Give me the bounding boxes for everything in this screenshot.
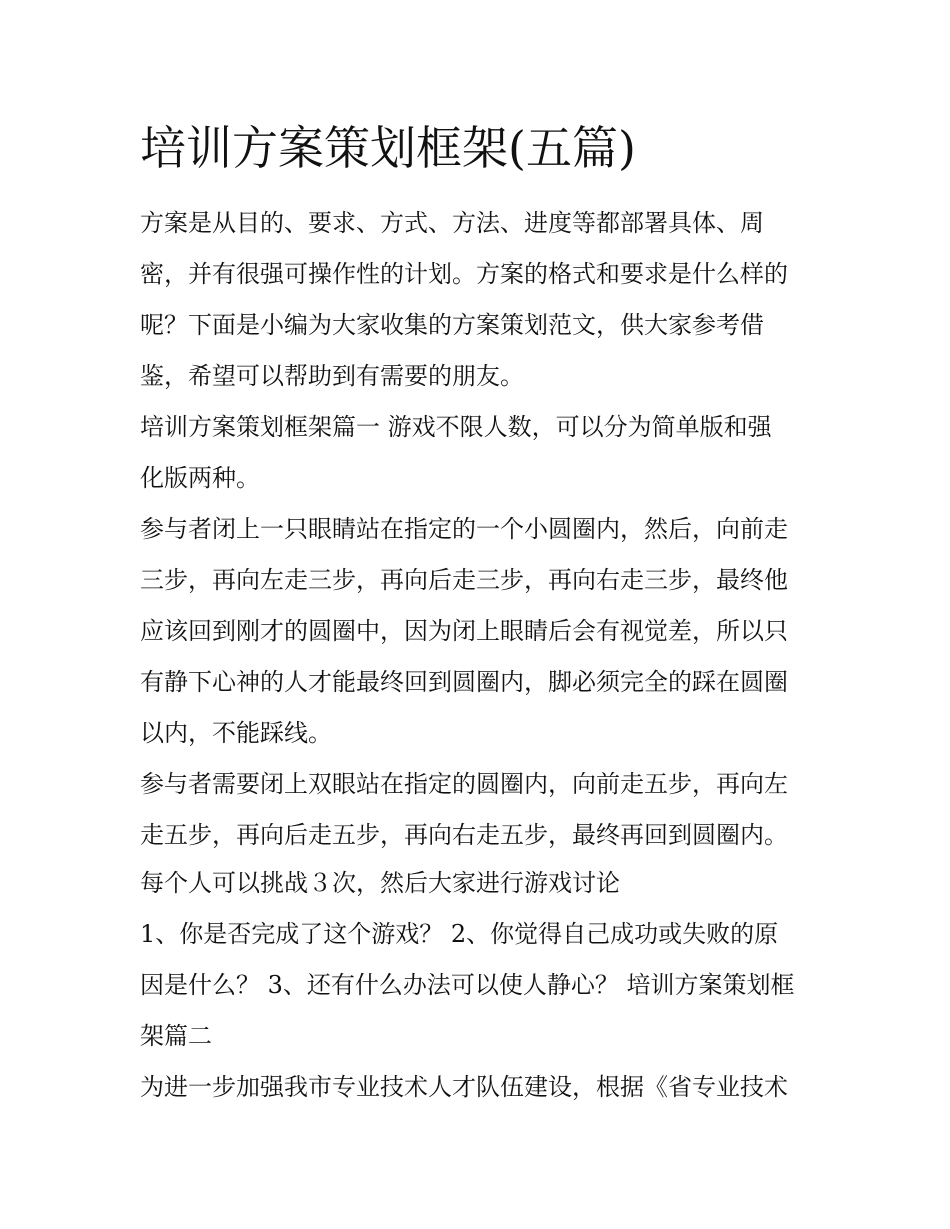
body-line: 鉴，希望可以帮助到有需要的朋友。 (140, 362, 524, 390)
body-line: 密，并有很强可操作性的计划。方案的格式和要求是什么样的 (140, 260, 788, 288)
body-line: 培训方案策划框架篇一 游戏不限人数，可以分为简单版和强 (140, 413, 772, 441)
body-line: 应该回到刚才的圆圈中，因为闭上眼睛后会有视觉差，所以只 (140, 617, 788, 645)
body-line: 有静下心神的人才能最终回到圆圈内，脚必须完全的踩在圆圈 (140, 668, 788, 696)
body-line: 呢？下面是小编为大家收集的方案策划范文，供大家参考借 (140, 311, 764, 339)
body-line: 以内，不能踩线。 (140, 719, 332, 747)
body-line: 每个人可以挑战３次，然后大家进行游戏讨论 (140, 869, 620, 897)
body-line: 方案是从目的、要求、方式、方法、进度等都部署具体、周 (140, 209, 764, 237)
body-line: 1、你是否完成了这个游戏？ 2、你觉得自己成功或失败的原 (140, 920, 779, 948)
body-line: 三步，再向左走三步，再向后走三步，再向右走三步，最终他 (140, 566, 788, 594)
body-line: 化版两种。 (140, 464, 260, 492)
body-line: 参与者闭上一只眼睛站在指定的一个小圆圈内，然后，向前走 (140, 515, 788, 543)
body-line: 为进一步加强我市专业技术人才队伍建设，根据《省专业技术 (140, 1073, 788, 1101)
document-title: 培训方案策划框架(五篇) (140, 121, 636, 175)
body-line: 因是什么？ 3、还有什么办法可以使人静心？ 培训方案策划框 (140, 971, 795, 999)
body-line: 架篇二 (140, 1022, 212, 1050)
body-line: 走五步，再向后走五步，再向右走五步，最终再回到圆圈内。 (140, 821, 788, 849)
body-line: 参与者需要闭上双眼站在指定的圆圈内，向前走五步，再向左 (140, 770, 788, 798)
